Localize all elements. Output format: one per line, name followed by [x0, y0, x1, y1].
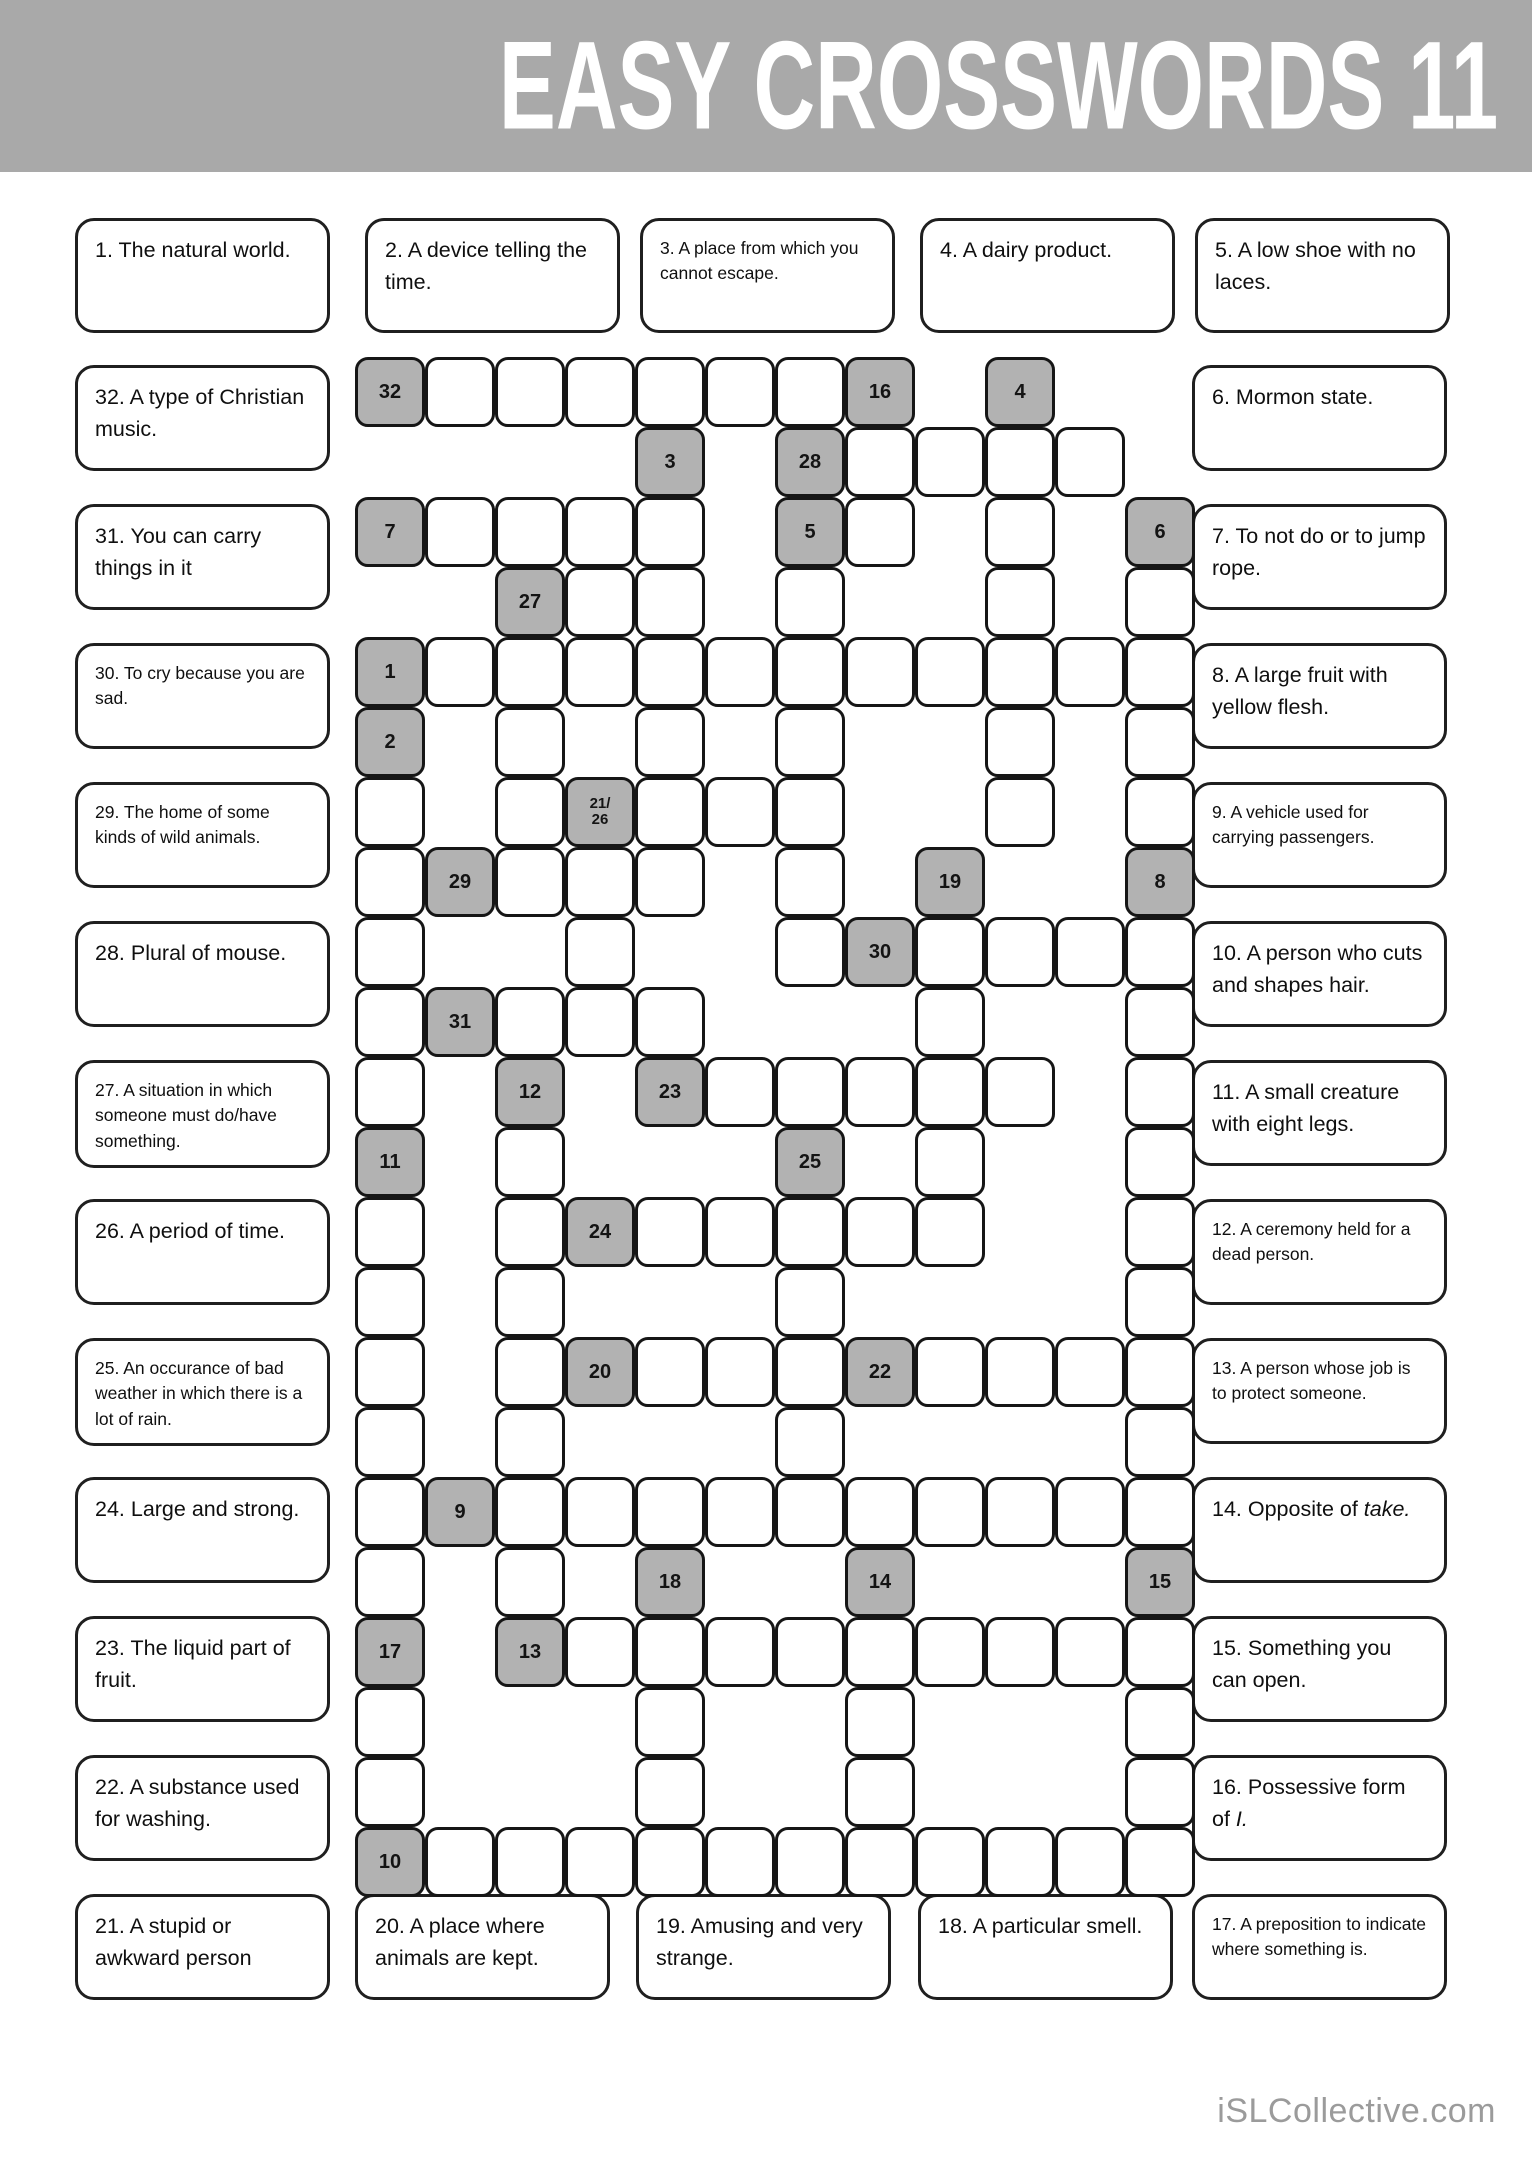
clue-text-31: 31. You can carry things in it: [95, 524, 262, 581]
clue-text-10: 10. A person who cuts and shapes hair.: [1212, 941, 1423, 998]
grid-cell-r5-c12[interactable]: [1125, 637, 1195, 707]
grid-cell-r11-c12[interactable]: [1125, 1057, 1195, 1127]
grid-cell-r17-c8[interactable]: [845, 1477, 915, 1547]
grid-number-cell-23: [635, 1057, 705, 1127]
grid-cell-r3-c2[interactable]: [425, 497, 495, 567]
grid-number-cell-17: [355, 1617, 425, 1687]
grid-number-cell-32: [355, 357, 425, 427]
clue-box-15: [1192, 1616, 1447, 1722]
grid-cell-r19-c5[interactable]: [635, 1617, 705, 1687]
clue-text-14: 14. Opposite of take.: [1212, 1497, 1411, 1521]
cell-number: 18: [658, 1571, 682, 1593]
grid-cell-r7-c6[interactable]: [705, 777, 775, 847]
grid-cell-r4-c10[interactable]: [985, 567, 1055, 637]
grid-cell-r5-c5[interactable]: [635, 637, 705, 707]
clue-box-24: [75, 1477, 330, 1583]
grid-cell-r6-c5[interactable]: [635, 707, 705, 777]
grid-cell-r17-c10[interactable]: [985, 1477, 1055, 1547]
grid-number-cell-28: [775, 427, 845, 497]
grid-number-cell-18: [635, 1547, 705, 1617]
grid-cell-r8-c5[interactable]: [635, 847, 705, 917]
cell-number: 14: [868, 1571, 892, 1593]
clue-box-13: [1192, 1338, 1447, 1444]
grid-cell-r11-c6[interactable]: [705, 1057, 775, 1127]
grid-cell-r5-c7[interactable]: [775, 637, 845, 707]
grid-cell-r17-c6[interactable]: [705, 1477, 775, 1547]
grid-cell-r22-c10[interactable]: [985, 1827, 1055, 1897]
grid-cell-r20-c12[interactable]: [1125, 1687, 1195, 1757]
grid-cell-r11-c7[interactable]: [775, 1057, 845, 1127]
cell-number: 32: [378, 381, 402, 403]
cell-number: 21/ 26: [589, 794, 611, 828]
grid-cell-r8-c4[interactable]: [565, 847, 635, 917]
clue-box-4: [920, 218, 1175, 333]
grid-cell-r21-c5[interactable]: [635, 1757, 705, 1827]
clue-text-8: 8. A large fruit with yellow flesh.: [1212, 663, 1388, 720]
clue-text-3: 3. A place from which you cannot escape.: [660, 238, 859, 284]
grid-cell-r7-c10[interactable]: [985, 777, 1055, 847]
cell-number: 25: [798, 1151, 822, 1173]
grid-cell-r22-c8[interactable]: [845, 1827, 915, 1897]
grid-cell-r15-c7[interactable]: [775, 1337, 845, 1407]
cell-number: 12: [518, 1081, 542, 1103]
grid-cell-r15-c5[interactable]: [635, 1337, 705, 1407]
grid-cell-r19-c4[interactable]: [565, 1617, 635, 1687]
worksheet-title: EASY CROSSWORDS 11: [498, 15, 1498, 156]
grid-cell-r5-c9[interactable]: [915, 637, 985, 707]
watermark: iSLCollective.com: [1217, 2092, 1496, 2130]
grid-cell-r1-c4[interactable]: [565, 357, 635, 427]
grid-cell-r16-c7[interactable]: [775, 1407, 845, 1477]
cell-number: 9: [454, 1501, 466, 1523]
cell-number: 16: [868, 381, 892, 403]
grid-cell-r1-c2[interactable]: [425, 357, 495, 427]
clue-box-5: [1195, 218, 1450, 333]
clue-box-22: [75, 1755, 330, 1861]
grid-cell-r3-c3[interactable]: [495, 497, 565, 567]
grid-cell-r6-c12[interactable]: [1125, 707, 1195, 777]
clue-box-11: [1192, 1060, 1447, 1166]
grid-number-cell-22: [845, 1337, 915, 1407]
grid-cell-r7-c12[interactable]: [1125, 777, 1195, 847]
clue-box-31: [75, 504, 330, 610]
grid-cell-r1-c5[interactable]: [635, 357, 705, 427]
grid-cell-r22-c2[interactable]: [425, 1827, 495, 1897]
grid-number-cell-14: [845, 1547, 915, 1617]
grid-cell-r15-c1[interactable]: [355, 1337, 425, 1407]
grid-cell-r5-c3[interactable]: [495, 637, 565, 707]
grid-cell-r17-c1[interactable]: [355, 1477, 425, 1547]
grid-cell-r10-c1[interactable]: [355, 987, 425, 1057]
clue-box-18: [918, 1894, 1173, 2000]
grid-cell-r22-c4[interactable]: [565, 1827, 635, 1897]
grid-cell-r14-c7[interactable]: [775, 1267, 845, 1337]
grid-cell-r19-c6[interactable]: [705, 1617, 775, 1687]
grid-cell-r13-c7[interactable]: [775, 1197, 845, 1267]
cell-number: 7: [384, 521, 396, 543]
grid-cell-r5-c8[interactable]: [845, 637, 915, 707]
clue-text-32: 32. A type of Christian music.: [95, 385, 305, 442]
grid-cell-r6-c3[interactable]: [495, 707, 565, 777]
grid-cell-r5-c6[interactable]: [705, 637, 775, 707]
clue-box-3: [640, 218, 895, 333]
grid-number-cell-5: [775, 497, 845, 567]
grid-number-cell-3: [635, 427, 705, 497]
grid-cell-r19-c10[interactable]: [985, 1617, 1055, 1687]
grid-number-cell-19: [915, 847, 985, 917]
grid-cell-r12-c3[interactable]: [495, 1127, 565, 1197]
clue-box-2: [365, 218, 620, 333]
grid-cell-r14-c3[interactable]: [495, 1267, 565, 1337]
grid-number-cell-20: [565, 1337, 635, 1407]
clue-text-23: 23. The liquid part of fruit.: [95, 1636, 291, 1693]
grid-cell-r10-c12[interactable]: [1125, 987, 1195, 1057]
clue-box-14: [1192, 1477, 1447, 1583]
cell-number: 8: [1154, 871, 1166, 893]
grid-cell-r11-c10[interactable]: [985, 1057, 1055, 1127]
grid-cell-r16-c3[interactable]: [495, 1407, 565, 1477]
grid-number-cell-10: [355, 1827, 425, 1897]
clue-box-16: [1192, 1755, 1447, 1861]
grid-cell-r15-c6[interactable]: [705, 1337, 775, 1407]
cell-number: 23: [658, 1081, 682, 1103]
clue-box-32: [75, 365, 330, 471]
clue-text-24: 24. Large and strong.: [95, 1497, 300, 1521]
grid-cell-r22-c11[interactable]: [1055, 1827, 1125, 1897]
grid-cell-r22-c9[interactable]: [915, 1827, 985, 1897]
cell-number: 22: [868, 1361, 892, 1383]
grid-cell-r10-c9[interactable]: [915, 987, 985, 1057]
clue-text-28: 28. Plural of mouse.: [95, 941, 287, 965]
cell-number: 6: [1154, 521, 1166, 543]
clue-box-20: [355, 1894, 610, 2000]
grid-cell-r7-c5[interactable]: [635, 777, 705, 847]
clue-text-22: 22. A substance used for washing.: [95, 1775, 300, 1832]
grid-cell-r17-c5[interactable]: [635, 1477, 705, 1547]
grid-cell-r22-c5[interactable]: [635, 1827, 705, 1897]
clue-text-7: 7. To not do or to jump rope.: [1212, 524, 1426, 581]
clue-text-6: 6. Mormon state.: [1212, 385, 1374, 409]
grid-cell-r18-c3[interactable]: [495, 1547, 565, 1617]
grid-cell-r10-c4[interactable]: [565, 987, 635, 1057]
grid-cell-r2-c10[interactable]: [985, 427, 1055, 497]
clue-box-28: [75, 921, 330, 1027]
grid-number-cell-13: [495, 1617, 565, 1687]
grid-cell-r2-c8[interactable]: [845, 427, 915, 497]
clue-text-21: 21. A stupid or awkward person: [95, 1914, 252, 1971]
grid-cell-r22-c3[interactable]: [495, 1827, 565, 1897]
clue-text-11: 11. A small creature with eight legs.: [1212, 1080, 1400, 1137]
clue-text-1: 1. The natural world.: [95, 238, 291, 262]
grid-cell-r4-c12[interactable]: [1125, 567, 1195, 637]
grid-cell-r21-c8[interactable]: [845, 1757, 915, 1827]
grid-cell-r10-c5[interactable]: [635, 987, 705, 1057]
cell-number: 28: [798, 451, 822, 473]
grid-cell-r13-c8[interactable]: [845, 1197, 915, 1267]
cell-number: 10: [378, 1851, 402, 1873]
clue-box-21: [75, 1894, 330, 2000]
grid-cell-r15-c12[interactable]: [1125, 1337, 1195, 1407]
grid-number-cell-29: [425, 847, 495, 917]
grid-cell-r19-c12[interactable]: [1125, 1617, 1195, 1687]
grid-cell-r9-c1[interactable]: [355, 917, 425, 987]
cell-number: 1: [384, 661, 396, 683]
clue-text-27: 27. A situation in which someone must do/have something.: [95, 1080, 277, 1151]
cell-number: 20: [588, 1361, 612, 1383]
grid-cell-r15-c9[interactable]: [915, 1337, 985, 1407]
grid-cell-r7-c3[interactable]: [495, 777, 565, 847]
grid-number-cell-2: [355, 707, 425, 777]
grid-cell-r12-c12[interactable]: [1125, 1127, 1195, 1197]
grid-cell-r3-c5[interactable]: [635, 497, 705, 567]
grid-cell-r5-c4[interactable]: [565, 637, 635, 707]
grid-cell-r10-c3[interactable]: [495, 987, 565, 1057]
grid-cell-r22-c12[interactable]: [1125, 1827, 1195, 1897]
grid-cell-r19-c11[interactable]: [1055, 1617, 1125, 1687]
clue-box-19: [636, 1894, 891, 2000]
clue-box-8: [1192, 643, 1447, 749]
grid-cell-r9-c11[interactable]: [1055, 917, 1125, 987]
grid-number-cell-4: [985, 357, 1055, 427]
grid-number-cell-24: [565, 1197, 635, 1267]
cell-number: 30: [868, 941, 892, 963]
grid-cell-r12-c9[interactable]: [915, 1127, 985, 1197]
grid-number-cell-12: [495, 1057, 565, 1127]
grid-number-cell-15: [1125, 1547, 1195, 1617]
grid-cell-r14-c12[interactable]: [1125, 1267, 1195, 1337]
grid-number-cell-30: [845, 917, 915, 987]
grid-cell-r5-c2[interactable]: [425, 637, 495, 707]
clue-text-26: 26. A period of time.: [95, 1219, 286, 1243]
cell-number: 3: [664, 451, 676, 473]
clue-box-30: [75, 643, 330, 749]
grid-cell-r13-c12[interactable]: [1125, 1197, 1195, 1267]
clue-text-15: 15. Something you can open.: [1212, 1636, 1392, 1693]
grid-number-cell-1: [355, 637, 425, 707]
grid-cell-r17-c7[interactable]: [775, 1477, 845, 1547]
cell-number: 19: [938, 871, 962, 893]
grid-number-cell-25: [775, 1127, 845, 1197]
grid-number-cell-16: [845, 357, 915, 427]
clue-box-26: [75, 1199, 330, 1305]
clue-text-29: 29. The home of some kinds of wild animals.: [95, 802, 270, 848]
grid-cell-r4-c4[interactable]: [565, 567, 635, 637]
grid-cell-r3-c8[interactable]: [845, 497, 915, 567]
grid-cell-r7-c1[interactable]: [355, 777, 425, 847]
grid-cell-r13-c6[interactable]: [705, 1197, 775, 1267]
grid-cell-r15-c10[interactable]: [985, 1337, 1055, 1407]
cell-number: 24: [588, 1221, 612, 1243]
grid-cell-r13-c1[interactable]: [355, 1197, 425, 1267]
grid-cell-r19-c9[interactable]: [915, 1617, 985, 1687]
grid-cell-r13-c5[interactable]: [635, 1197, 705, 1267]
grid-cell-r1-c7[interactable]: [775, 357, 845, 427]
grid-cell-r17-c11[interactable]: [1055, 1477, 1125, 1547]
grid-cell-r6-c7[interactable]: [775, 707, 845, 777]
grid-cell-r13-c9[interactable]: [915, 1197, 985, 1267]
grid-number-cell-31: [425, 987, 495, 1057]
clue-text-12: 12. A ceremony held for a dead person.: [1212, 1219, 1411, 1265]
grid-cell-r11-c9[interactable]: [915, 1057, 985, 1127]
clue-box-6: [1192, 365, 1447, 471]
clue-text-19: 19. Amusing and very strange.: [656, 1914, 863, 1971]
grid-cell-r17-c4[interactable]: [565, 1477, 635, 1547]
clue-text-5: 5. A low shoe with no laces.: [1215, 238, 1416, 295]
grid-cell-r9-c4[interactable]: [565, 917, 635, 987]
clue-text-2: 2. A device telling the time.: [385, 238, 588, 295]
grid-cell-r11-c8[interactable]: [845, 1057, 915, 1127]
clue-box-25: [75, 1338, 330, 1446]
clue-box-10: [1192, 921, 1447, 1027]
grid-cell-r5-c10[interactable]: [985, 637, 1055, 707]
grid-cell-r17-c9[interactable]: [915, 1477, 985, 1547]
grid-number-cell-27: [495, 567, 565, 637]
clue-text-17: 17. A preposition to indicate where something is.: [1212, 1914, 1427, 1960]
cell-number: 17: [378, 1641, 402, 1663]
grid-cell-r9-c10[interactable]: [985, 917, 1055, 987]
grid-cell-r15-c3[interactable]: [495, 1337, 565, 1407]
clue-box-27: [75, 1060, 330, 1168]
grid-cell-r6-c10[interactable]: [985, 707, 1055, 777]
clue-box-23: [75, 1616, 330, 1722]
grid-cell-r3-c10[interactable]: [985, 497, 1055, 567]
grid-cell-r7-c7[interactable]: [775, 777, 845, 847]
clue-text-4: 4. A dairy product.: [940, 238, 1113, 262]
grid-cell-r15-c11[interactable]: [1055, 1337, 1125, 1407]
grid-cell-r4-c5[interactable]: [635, 567, 705, 637]
grid-cell-r17-c3[interactable]: [495, 1477, 565, 1547]
grid-cell-r8-c7[interactable]: [775, 847, 845, 917]
cell-number: 27: [518, 591, 542, 613]
grid-number-cell-11: [355, 1127, 425, 1197]
grid-cell-r21-c12[interactable]: [1125, 1757, 1195, 1827]
grid-number-cell-9: [425, 1477, 495, 1547]
clue-box-17: [1192, 1894, 1447, 2000]
grid-cell-r2-c9[interactable]: [915, 427, 985, 497]
grid-cell-r22-c6[interactable]: [705, 1827, 775, 1897]
grid-cell-r20-c5[interactable]: [635, 1687, 705, 1757]
grid-number-cell-6: [1125, 497, 1195, 567]
grid-cell-r1-c3[interactable]: [495, 357, 565, 427]
grid-cell-r9-c12[interactable]: [1125, 917, 1195, 987]
grid-cell-r14-c1[interactable]: [355, 1267, 425, 1337]
cell-number: 4: [1014, 381, 1026, 403]
clue-text-16: 16. Possessive form of I.: [1212, 1775, 1406, 1832]
grid-cell-r19-c8[interactable]: [845, 1617, 915, 1687]
clue-box-1: [75, 218, 330, 333]
cell-number: 31: [448, 1011, 472, 1033]
grid-cell-r8-c1[interactable]: [355, 847, 425, 917]
grid-cell-r22-c7[interactable]: [775, 1827, 845, 1897]
grid-cell-r3-c4[interactable]: [565, 497, 635, 567]
clue-box-12: [1192, 1199, 1447, 1305]
clue-text-9: 9. A vehicle used for carrying passengers.: [1212, 802, 1375, 848]
grid-cell-r1-c6[interactable]: [705, 357, 775, 427]
clue-text-13: 13. A person whose job is to protect someone.: [1212, 1358, 1411, 1404]
grid-cell-r19-c7[interactable]: [775, 1617, 845, 1687]
grid-cell-r2-c11[interactable]: [1055, 427, 1125, 497]
clue-text-18: 18. A particular smell.: [938, 1914, 1143, 1938]
grid-cell-r20-c8[interactable]: [845, 1687, 915, 1757]
grid-cell-r16-c12[interactable]: [1125, 1407, 1195, 1477]
cell-number: 29: [448, 871, 472, 893]
grid-cell-r8-c3[interactable]: [495, 847, 565, 917]
grid-cell-r4-c7[interactable]: [775, 567, 845, 637]
cell-number: 11: [379, 1151, 401, 1173]
clue-box-7: [1192, 504, 1447, 610]
cell-number: 15: [1148, 1571, 1172, 1593]
clue-text-25: 25. An occurance of bad weather in which there is a lot of rain.: [95, 1358, 303, 1429]
grid-cell-r9-c9[interactable]: [915, 917, 985, 987]
grid-cell-r11-c1[interactable]: [355, 1057, 425, 1127]
clue-text-20: 20. A place where animals are kept.: [375, 1914, 545, 1971]
grid-number-cell-7: [355, 497, 425, 567]
cell-number: 2: [384, 731, 396, 753]
grid-cell-r13-c3[interactable]: [495, 1197, 565, 1267]
grid-cell-r18-c1[interactable]: [355, 1547, 425, 1617]
clue-text-30: 30. To cry because you are sad.: [95, 663, 305, 709]
grid-cell-r5-c11[interactable]: [1055, 637, 1125, 707]
clue-box-9: [1192, 782, 1447, 888]
cell-number: 13: [518, 1641, 542, 1663]
grid-cell-r9-c7[interactable]: [775, 917, 845, 987]
grid-cell-r16-c1[interactable]: [355, 1407, 425, 1477]
grid-cell-r21-c1[interactable]: [355, 1757, 425, 1827]
grid-number-cell-21-26: [565, 777, 635, 847]
grid-cell-r17-c12[interactable]: [1125, 1477, 1195, 1547]
clue-box-29: [75, 782, 330, 888]
grid-number-cell-8: [1125, 847, 1195, 917]
cell-number: 5: [804, 521, 816, 543]
grid-cell-r20-c1[interactable]: [355, 1687, 425, 1757]
